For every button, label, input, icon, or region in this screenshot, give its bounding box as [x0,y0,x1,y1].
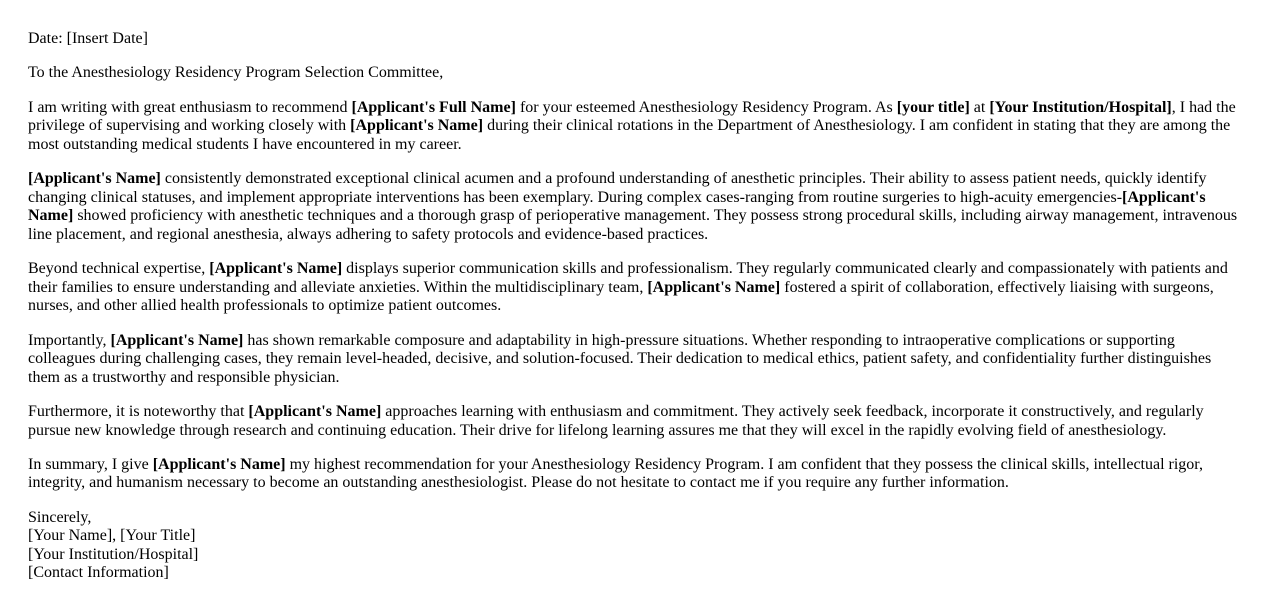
closing-signature-block [28,509,1240,583]
placeholder-bold-text: [your title] [896,98,970,116]
text-run: In summary, I give [28,455,153,473]
placeholder-bold-text: [Applicant's Name] [152,455,286,473]
placeholder-bold-text: [Your Institution/Hospital] [989,98,1172,116]
body-paragraph-learning [28,403,1240,440]
text-run: Beyond technical expertise, [28,260,210,278]
text-run: showed proficiency with anesthetic techniques and a thorough grasp of perioperative management. They possess strong procedural skills, including airway management, intravenous line placement, and regional anesthesia, always adhering to safety protocols and evidence-based practices. [28,207,1238,243]
text-run: at [969,98,990,116]
placeholder-bold-text: [Applicant's Name] [248,403,382,421]
text-run: my highest recommendation for your Anesthesiology Residency Program. I am confident that they possess the clinical skills, intellectual rigor, integrity, and humanism necessary to become an outstanding anesthesiologist. Please do not hesitate to contact me if you require any further information. [28,455,1203,492]
salutation: To the Anesthesiology Residency Program Selection Committee, [28,64,444,82]
closing-institution: [Your Institution/Hospital] [28,545,199,563]
body-paragraph-summary [28,456,1240,493]
text-run: fostered a spirit of collaboration, effectively liaising with surgeons, nurses, and other allied health professionals to optimize patient outcomes. [28,278,1214,315]
body-paragraph-intro [28,99,1240,154]
text-run: for your esteemed Anesthesiology Residency Program. As [515,98,897,116]
date-line: Date: [Insert Date] [28,30,148,47]
placeholder-bold-text: [Applicant's Name] [209,260,343,278]
placeholder-bold-text: [Applicant's Name] [28,170,161,188]
placeholder-bold-text: [Applicant's Name] [647,278,781,296]
text-run: I am writing with great enthusiasm to recommend [28,98,352,116]
text-run: Furthermore, it is noteworthy that [28,403,249,421]
body-paragraph-communication [28,260,1240,315]
body-paragraph-clinical-skills [28,170,1240,244]
closing-sincerely: Sincerely, [28,508,92,526]
placeholder-bold-text: [Applicant's Full Name] [351,98,516,116]
text-run: Importantly, [28,331,111,349]
text-run: has shown remarkable composure and adaptability in high-pressure situations. Whether responding to intraoperative complications or supporting colleagues during challenging cases, they remain level-headed, decisive, and solution-focused. Their dedication to medical ethics, patient safety, and confidentiality further distinguishes them as a trustworthy and responsible physician. [28,331,1212,386]
text-run: , I had the privilege of supervising and working closely with [28,98,1236,135]
body-paragraph-composure [28,332,1240,387]
placeholder-bold-text: [Applicant's Name] [28,188,1206,225]
text-run: approaches learning with enthusiasm and commitment. They actively seek feedback, incorporate it constructively, and regularly pursue new knowledge through research and continuing education. Their drive for lifelong learning assures me that they will excel in the rapidly evolving field of anesthesiology. [28,403,1204,439]
text-run: displays superior communication skills and professionalism. They regularly communicated clearly and compassionately with patients and their families to ensure understanding and alleviate anxieties. Within the multidisciplinary team, [28,260,1228,296]
text-run: consistently demonstrated exceptional clinical acumen and a profound understanding of anesthetic principles. Their ability to assess patient needs, quickly identify changing clinical statuses, and implement appropriate interventions has been exemplary. During complex cases-ranging from routine surgeries to high-acuity emergencies- [28,170,1207,206]
text-run: during their clinical rotations in the Department of Anesthesiology. I am confident in stating that they are among the most outstanding medical students I have encountered in my career. [28,117,1231,153]
closing-name-title: [Your Name], [Your Title] [28,527,196,545]
closing-contact: [Contact Information] [28,564,169,582]
placeholder-bold-text: [Applicant's Name] [350,117,484,135]
placeholder-bold-text: [Applicant's Name] [110,331,244,349]
